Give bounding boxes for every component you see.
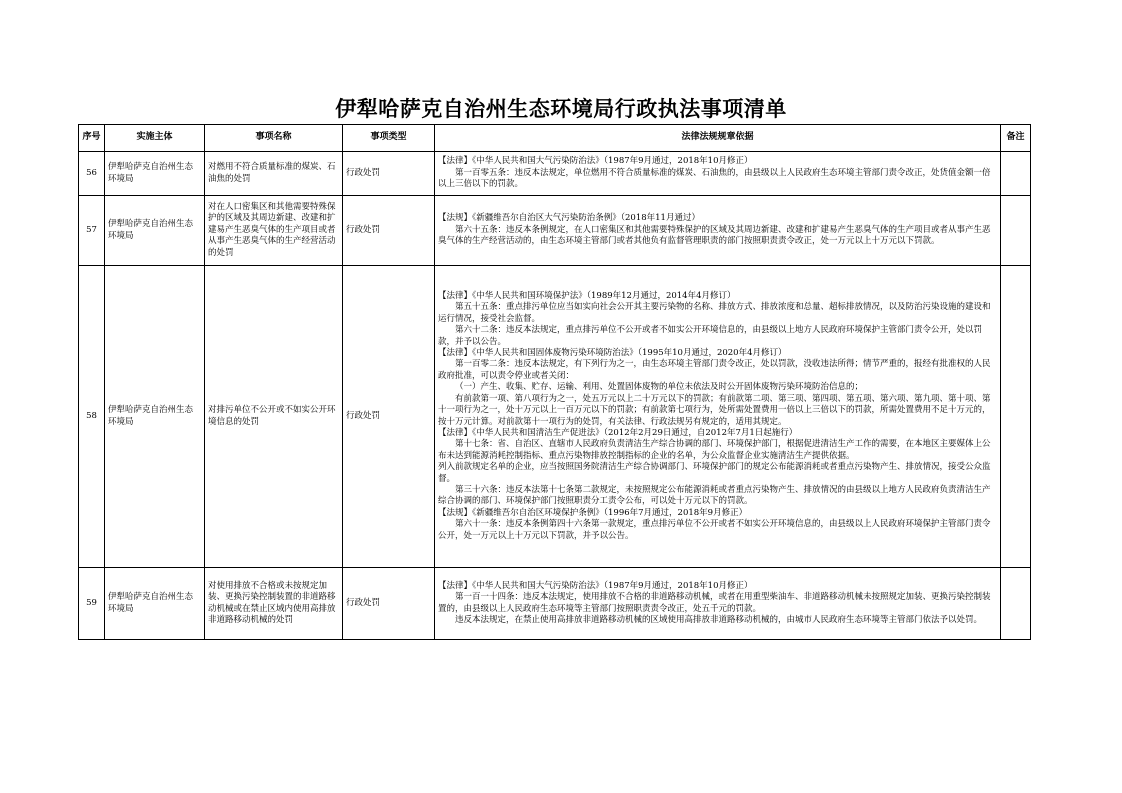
basis-line: 第六十一条：违反本条例第四十六条第一款规定，重点排污单位不公开或者不如实公开环境信息的，由县级以上人民政府环境保护主管部门责令公开，处一万元以上十万元以下罚款，并予以公告。 <box>438 519 991 541</box>
row-basis <box>435 196 1001 266</box>
row-name: 对燃用不符合质量标准的煤炭、石油焦的处罚 <box>205 152 343 196</box>
row-subject: 伊犁哈萨克自治州生态环境局 <box>105 568 205 640</box>
basis-line: 第五十五条：重点排污单位应当如实向社会公开其主要污染物的名称、排放方式、排放浓度和总量、超标排放情况，以及防治污染设施的建设和运行情况，接受社会监督。 <box>438 302 991 324</box>
header-basis: 法律法规规章依据 <box>435 125 1001 152</box>
basis-line: 第一百零五条：违反本法规定，单位燃用不符合质量标准的煤炭、石油焦的，由县级以上人民政府生态环境主管部门责令改正，处货值金额一倍以上三倍以下的罚款。 <box>438 167 991 190</box>
row-subject: 伊犁哈萨克自治州生态环境局 <box>105 152 205 196</box>
header-type: 事项类型 <box>343 125 435 152</box>
basis-line: 第六十二条：违反本法规定，重点排污单位不公开或者不如实公开环境信息的，由县级以上地方人民政府环境保护主管部门责令公开，处以罚款，并予以公告。 <box>438 325 983 347</box>
basis-line: 违反本法规定，在禁止使用高排放非道路移动机械的区域使用高排放非道路移动机械的，由城市人民政府生态环境等主管部门依法予以处罚。 <box>455 614 983 625</box>
row-type: 行政处罚 <box>343 568 435 640</box>
row-no: 57 <box>79 196 105 266</box>
row-basis <box>435 266 1001 568</box>
enforcement-table <box>78 124 1031 640</box>
row-basis <box>435 152 1001 196</box>
page-title: 伊犁哈萨克自治州生态环境局行政执法事项清单 <box>335 96 787 121</box>
row-remark <box>1001 152 1031 196</box>
row-name: 对在人口密集区和其他需要特殊保护的区域及其周边新建、改建和扩建易产生恶臭气体的生产项目或者从事产生恶臭气体的生产经营活动的处罚 <box>205 196 343 266</box>
table-row <box>79 568 1031 640</box>
row-remark <box>1001 266 1031 568</box>
header-subject: 实施主体 <box>105 125 205 152</box>
basis-line: 有前款第一项、第八项行为之一，处五万元以上二十万元以下的罚款；有前款第二项、第三项、第四项、第五项、第六项、第九项、第十项、第十一项行为之一，处十万元以上一百万元以下的罚款；有前款第七项行为，处所需处置费用一倍以上三倍以下的罚款，所需处置费用不足十万元的，按十万元计算。对前款第十一项行为的处罚，有关法律、行政法规另有规定的，适用其规定。 <box>438 393 991 427</box>
row-no: 56 <box>79 152 105 196</box>
row-type: 行政处罚 <box>343 266 435 568</box>
row-no: 59 <box>79 568 105 640</box>
table-row <box>79 196 1031 266</box>
basis-line: （一）产生、收集、贮存、运输、利用、处置固体废物的单位未依法及时公开固体废物污染环境防治信息的； <box>455 382 864 393</box>
row-remark <box>1001 196 1031 266</box>
basis-line: 第六十五条：违反本条例规定，在人口密集区和其他需要特殊保护的区域及其周边新建、改建和扩建易产生恶臭气体的生产项目或者从事产生恶臭气体的生产经营活动的，由生态环境主管部门或者其他负有监督管理职责的部门按照职责责令改正，处一万元以上十万元以下罚款。 <box>438 224 991 247</box>
row-type: 行政处罚 <box>343 196 435 266</box>
table-row <box>79 266 1031 568</box>
basis-line: 列入前款规定名单的企业，应当按照国务院清洁生产综合协调部门、环境保护部门的规定公布能源消耗或者重点污染物产生、排放情况，接受公众监督。 <box>438 462 991 484</box>
row-name: 对使用排放不合格或未按规定加装、更换污染控制装置的非道路移动机械或在禁止区域内使用高排放非道路移动机械的处罚 <box>205 568 343 640</box>
header-remark: 备注 <box>1001 125 1031 152</box>
basis-line: 【法律】《中华人民共和国固体废物污染环境防治法》（1995年10月通过，2020年4月修订） <box>438 348 787 359</box>
basis-line: 【法律】《中华人民共和国大气污染防治法》（1987年9月通过，2018年10月修正） <box>438 580 753 591</box>
basis-line: 第三十六条：违反本法第十七条第二款规定，未按照规定公布能源消耗或者重点污染物产生、排放情况的由县级以上地方人民政府负责清洁生产综合协调的部门、环境保护部门按照职责分工责令公布，可以处十万元以下的罚款。 <box>438 484 991 507</box>
basis-line: 第十七条：省、自治区、直辖市人民政府负责清洁生产综合协调的部门、环境保护部门，根据促进清洁生产工作的需要，在本地区主要媒体上公布未达到能源消耗控制指标、重点污染物排放控制指标的企业的名单，为公众监督企业实施清洁生产提供依据。 <box>438 439 991 461</box>
basis-line: 【法律】《中华人民共和国清洁生产促进法》（2012年2月29日通过，自2012年7月1日起施行） <box>438 427 798 438</box>
header-name: 事项名称 <box>205 125 343 152</box>
basis-line: 第一百一十四条：违反本法规定，使用排放不合格的非道路移动机械，或者在用重型柴油车、非道路移动机械未按照规定加装、更换污染控制装置的，由县级以上人民政府生态环境等主管部门按照职责责令改正，处五千元的罚款。 <box>438 592 991 614</box>
basis-line: 第一百零二条：违反本法规定，有下列行为之一，由生态环境主管部门责令改正，处以罚款，没收违法所得；情节严重的，报经有批准权的人民政府批准，可以责令停业或者关闭： <box>438 359 991 381</box>
row-remark <box>1001 568 1031 640</box>
basis-line: 【法规】《新疆维吾尔自治区大气污染防治条例》（2018年11月通过） <box>438 213 700 224</box>
table-row <box>79 152 1031 196</box>
header-no: 序号 <box>79 125 105 152</box>
table-header-row <box>79 125 1031 152</box>
row-basis <box>435 568 1001 640</box>
row-subject: 伊犁哈萨克自治州生态环境局 <box>105 196 205 266</box>
row-no: 58 <box>79 266 105 568</box>
basis-line: 【法规】《新疆维吾尔自治区环境保护条例》（1996年7月通过，2018年9月修正） <box>438 507 748 518</box>
row-type: 行政处罚 <box>343 152 435 196</box>
basis-line: 【法律】《中华人民共和国环境保护法》（1989年12月通过，2014年4月修订） <box>438 291 736 302</box>
basis-line: 【法律】《中华人民共和国大气污染防治法》（1987年9月通过，2018年10月修正） <box>438 156 753 167</box>
row-name: 对排污单位不公开或不如实公开环境信息的处罚 <box>205 266 343 568</box>
row-subject: 伊犁哈萨克自治州生态环境局 <box>105 266 205 568</box>
